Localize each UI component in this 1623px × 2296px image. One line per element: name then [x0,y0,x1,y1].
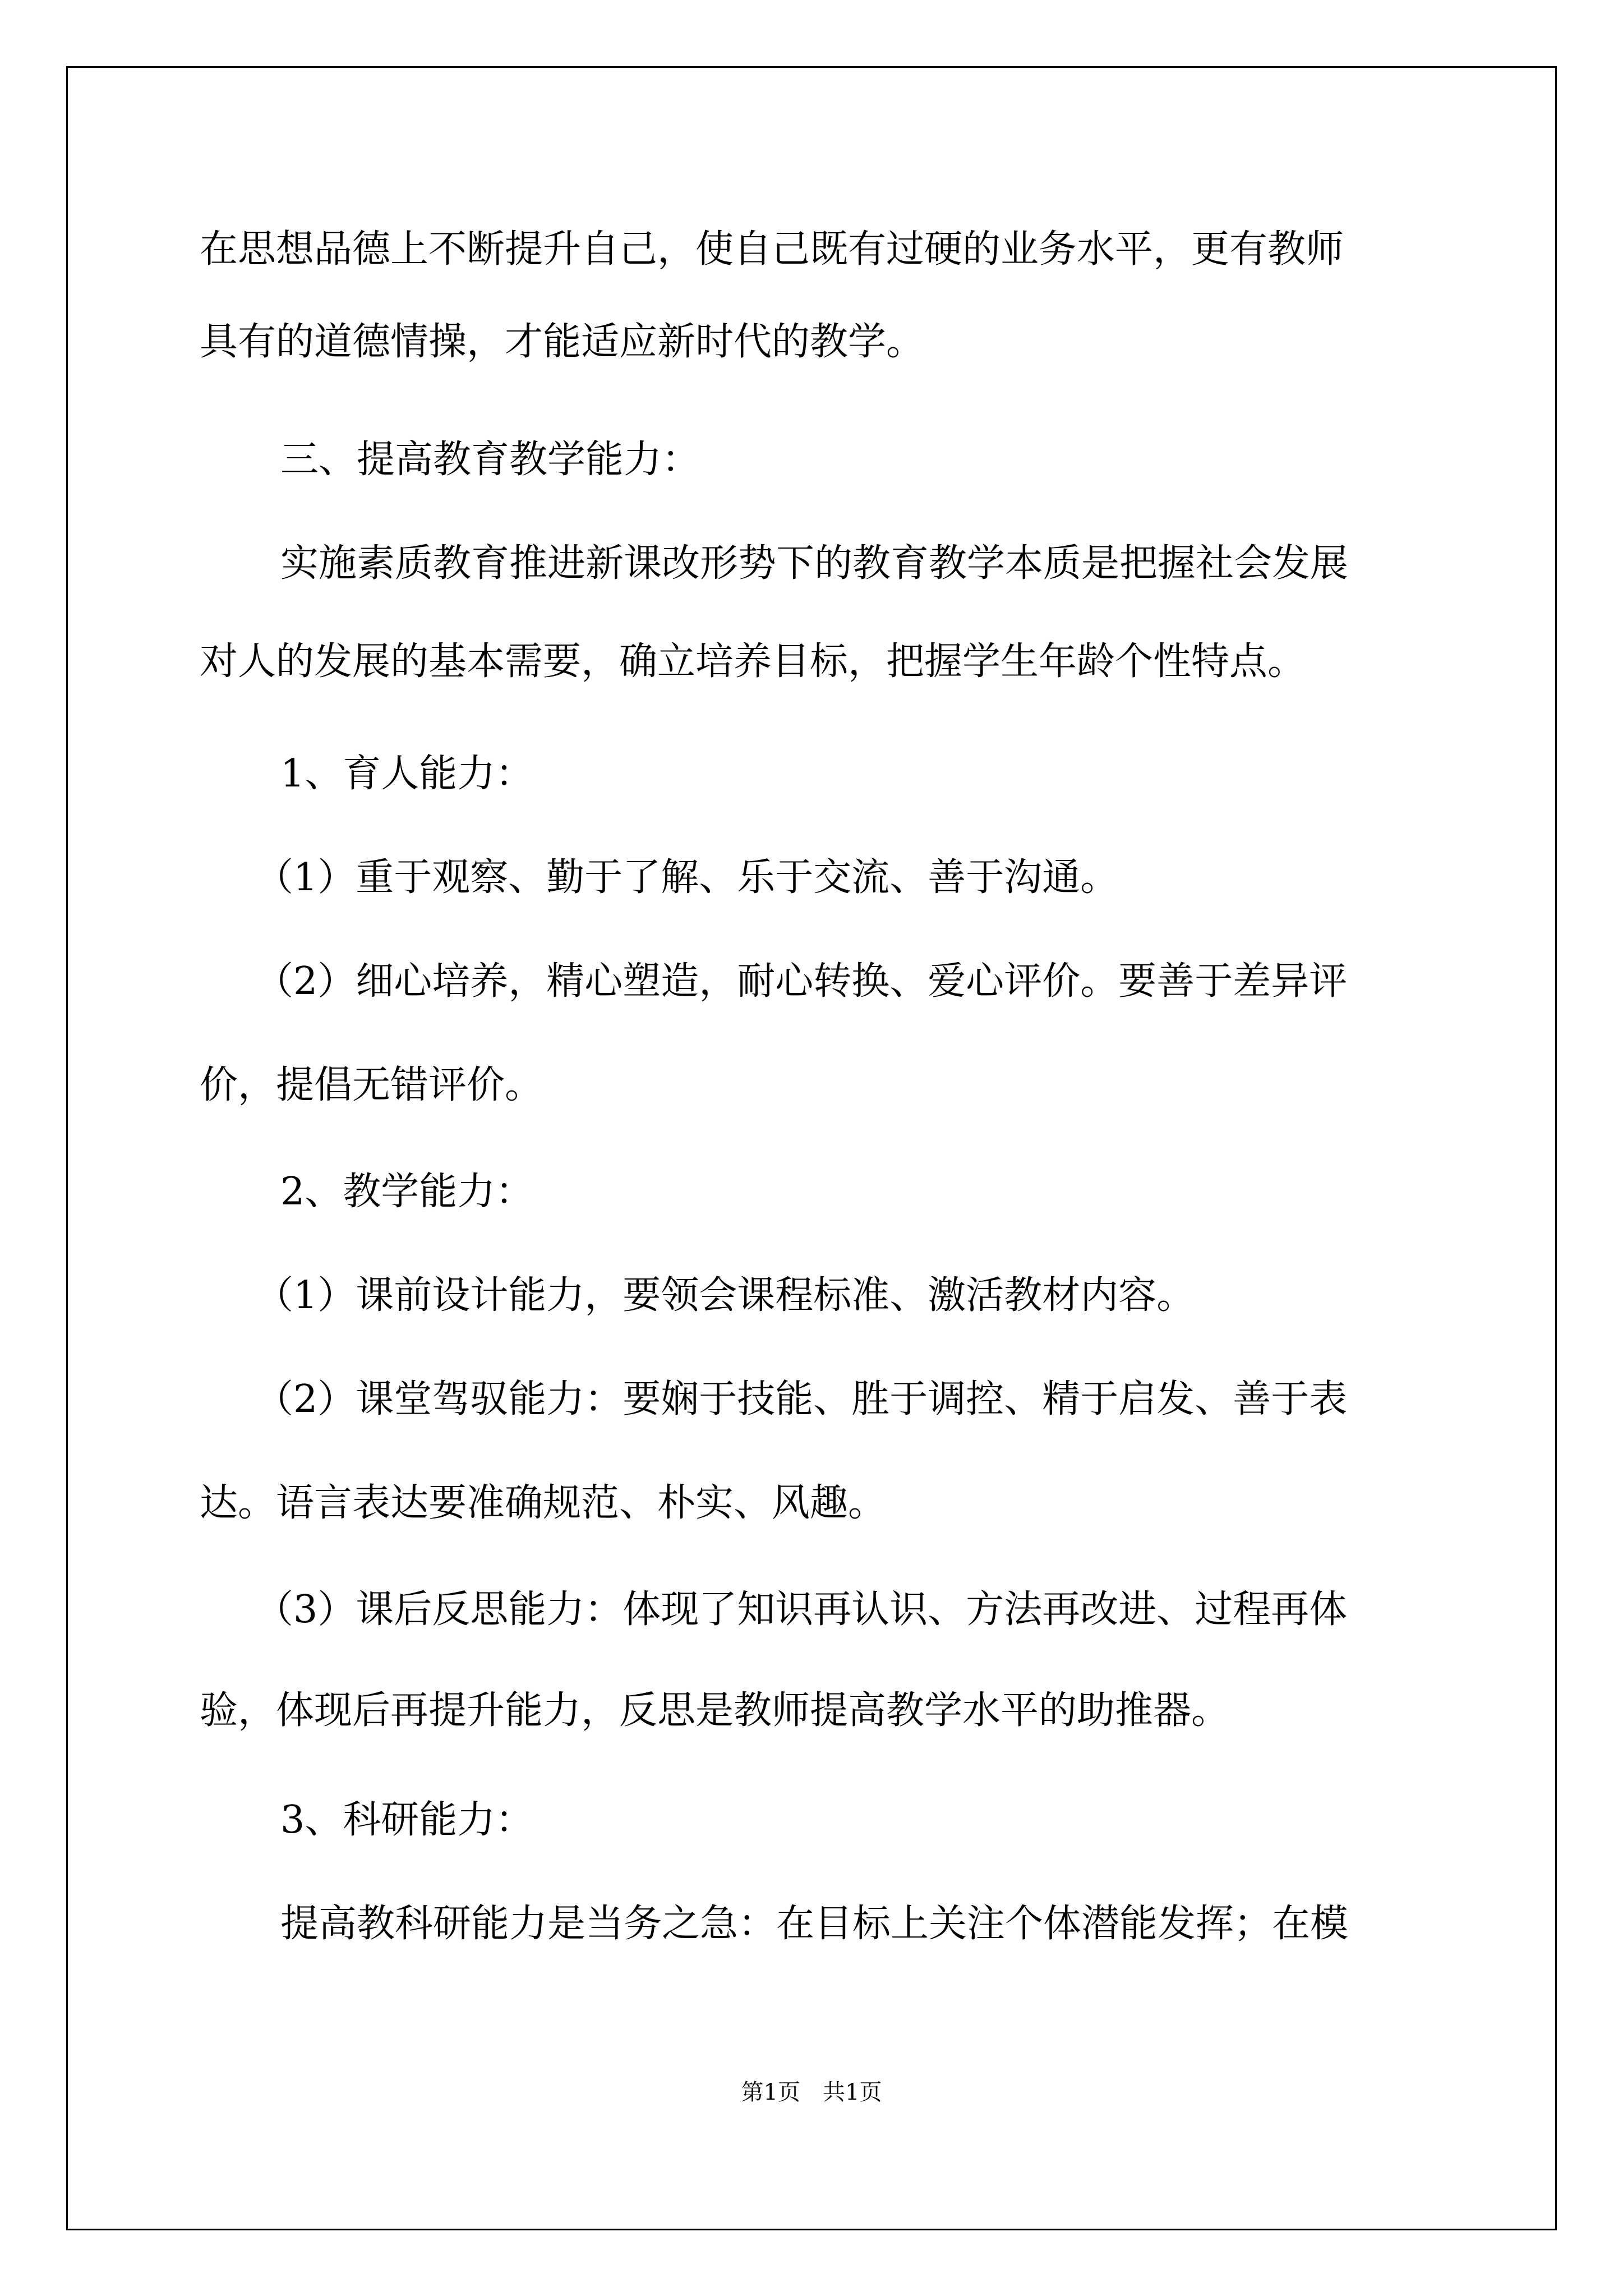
paragraph-line: 实施素质教育推进新课改形势下的教育教学本质是把握社会发展 [280,541,1349,586]
list-item: （1）重于观察、勤于了解、乐于交流、善于沟通。 [255,855,1119,900]
paragraph-line: 在思想品德上不断提升自己，使自己既有过硬的业务水平，更有教师 [200,227,1344,272]
paragraph-line: 价，提倡无错评价。 [200,1063,543,1107]
section-heading: 三、提高教育教学能力： [280,438,700,482]
subsection-heading: 2、教学能力： [280,1170,534,1214]
subsection-heading: 3、科研能力： [280,1798,534,1842]
paragraph-line: 对人的发展的基本需要，确立培养目标，把握学生年龄个性特点。 [200,639,1306,684]
list-item: （1）课前设计能力，要领会课程标准、激活教材内容。 [255,1273,1195,1318]
paragraph-line: 达。语言表达要准确规范、朴实、风趣。 [200,1481,887,1525]
page-footer: 第1页 共1页 [741,2079,882,2105]
paragraph-line: 验，体现后再提升能力，反思是教师提高教学水平的助推器。 [200,1688,1230,1733]
list-item: （2）细心培养，精心塑造，耐心转换、爱心评价。要善于差异评 [255,959,1348,1004]
list-item: （2）课堂驾驭能力：要娴于技能、胜于调控、精于启发、善于表 [255,1377,1348,1421]
list-item: （3）课后反思能力：体现了知识再认识、方法再改进、过程再体 [255,1588,1348,1632]
subsection-heading: 1、育人能力： [280,752,534,796]
paragraph-line: 具有的道德情操，才能适应新时代的教学。 [200,320,925,364]
paragraph-line: 提高教科研能力是当务之急：在目标上关注个体潜能发挥；在模 [280,1902,1349,1946]
